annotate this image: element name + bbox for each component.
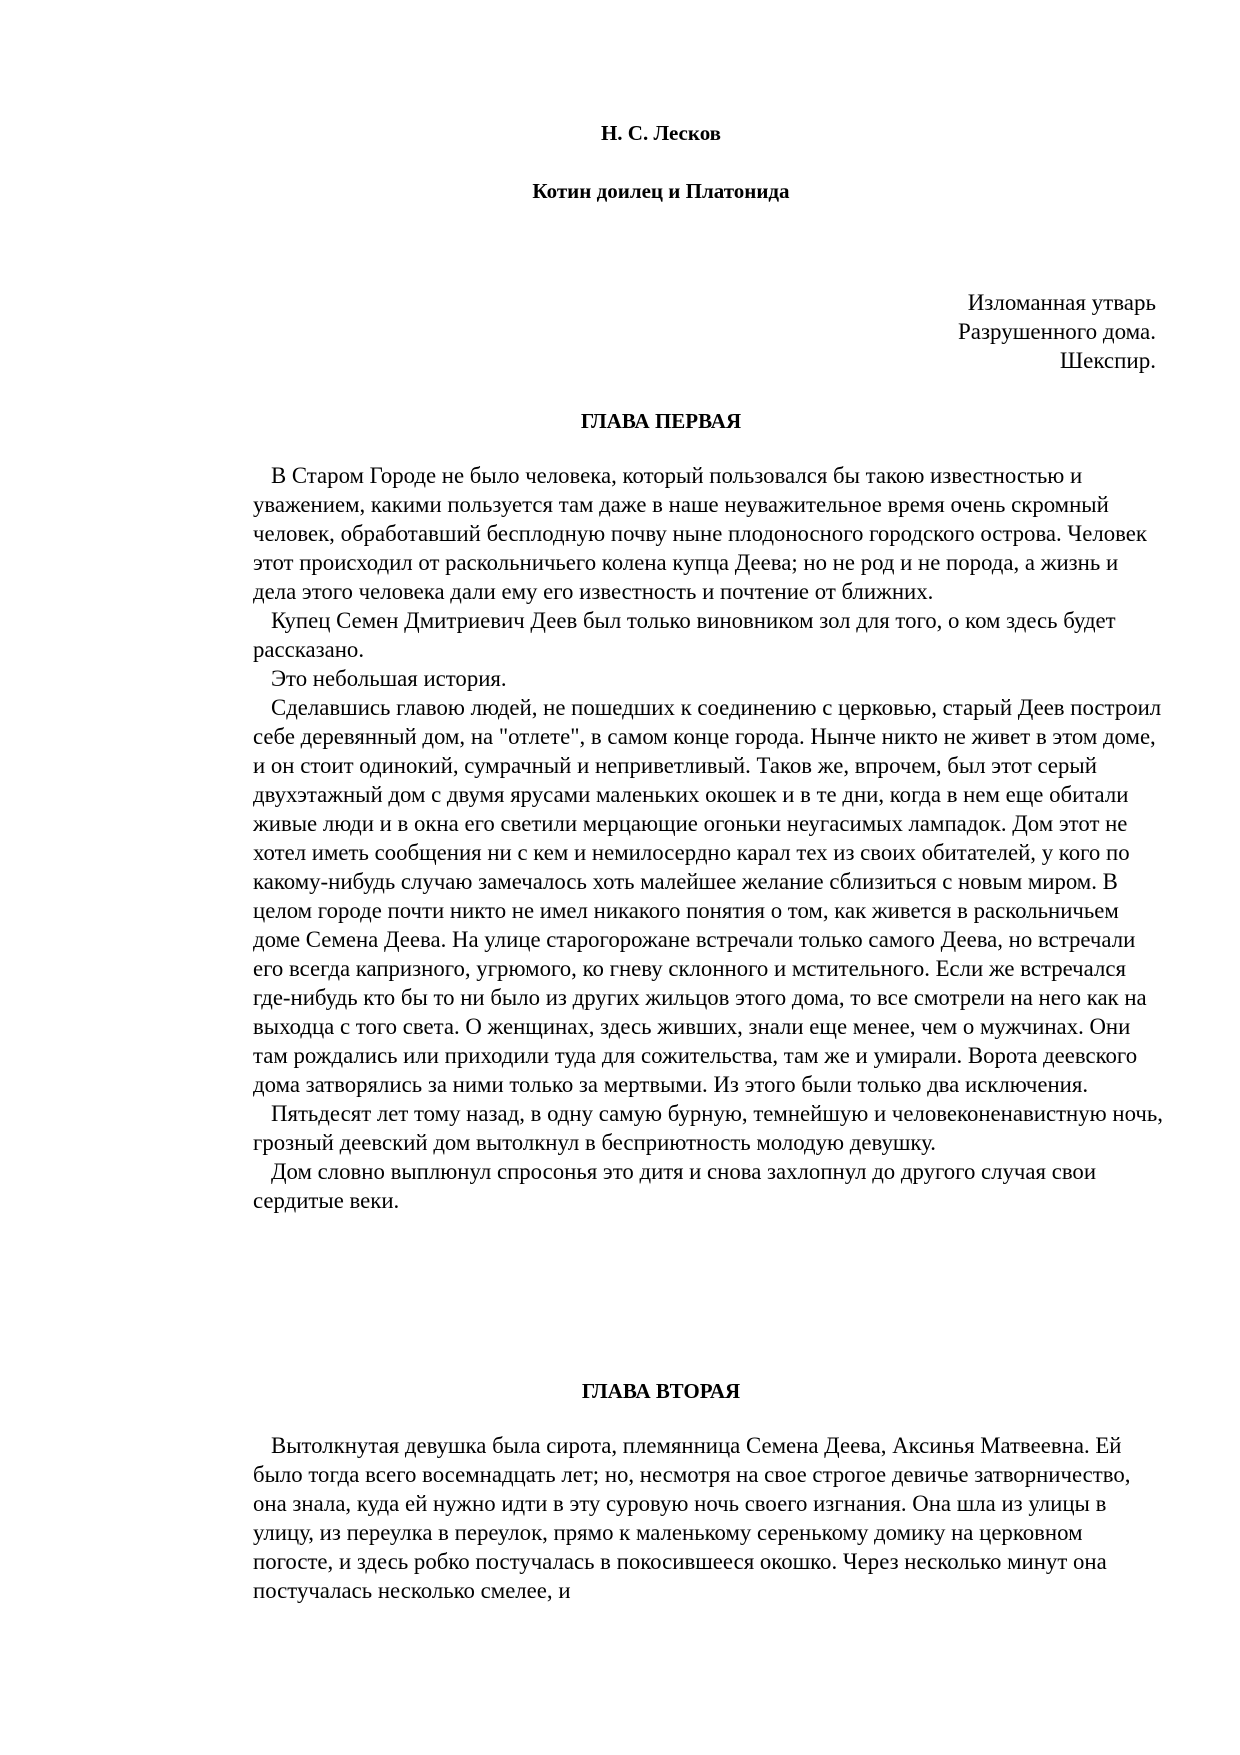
paragraph: В Старом Городе не было человека, который пользовался бы такою известностью и уважением, какими пользуется там даже в наше неуважительное время очень скромный человек, обработавший бесплодную почву ныне плодоносного городского острова. Человек этот происходил от раскольничьего колена купца Деева; но не род и не порода, а жизнь и дела этого человека дали ему его известность и почтение от ближних.: [253, 463, 1147, 604]
epigraph-line: Изломанная утварь: [967, 290, 1156, 315]
chapter-body: [253, 461, 1165, 1215]
chapter-heading: ГЛАВА ПЕРВАЯ: [580, 409, 742, 433]
paragraph: Вытолкнутая девушка была сирота, племянница Семена Деева, Аксинья Матвеевна. Ей было тогда всего восемнадцать лет; но, несмотря на свое строгое девичье затворничество, она знала, куда ей нужно идти в эту суровую ночь своего изгнания. Она шла из улицы в улицу, из переулка в переулок, прямо к маленькому серенькому домику на церковном погосте, и здесь робко постучалась в покосившееся окошко. Через несколько минут она постучалась несколько смелее, и: [253, 1433, 1131, 1603]
work-title: Котин доилец и Платонида: [532, 179, 790, 203]
epigraph: [800, 288, 1156, 375]
paragraph: Купец Семен Дмитриевич Деев был только виновником зол для того, о ком здесь будет рассказано.: [253, 608, 1116, 662]
chapter-body: [253, 1431, 1165, 1605]
paragraph: Это небольшая история.: [271, 666, 507, 691]
epigraph-line: Разрушенного дома.: [957, 319, 1156, 344]
author-name: Н. С. Лесков: [600, 121, 722, 145]
chapter-heading: ГЛАВА ВТОРАЯ: [581, 1379, 741, 1403]
paragraph: Сделавшись главою людей, не пошедших к соединению с церковью, старый Деев построил себе деревянный дом, на "отлете", в самом конце города. Нынче никто не живет в этом доме, и он стоит одинокий, сумрачный и неприветливый. Таков же, впрочем, был этот серый двухэтажный дом с двумя ярусами маленьких окошек и в те дни, когда в нем еще обитали живые люди и в окна его светили мерцающие огоньки неугасимых лампадок. Дом этот не хотел иметь сообщения ни с кем и немилосердно карал тех из своих обитателей, у кого по какому-нибудь случаю замечалось хоть малейшее желание сблизиться с новым миром. В целом городе почти никто не имел никакого понятия о том, как живется в раскольничьем доме Семена Деева. На улице старогорожане встречали только самого Деева, но встречали его всегда капризного, угрюмого, ко гневу склонного и мстительного. Если же встречался где-нибудь кто бы то ни было из других жильцов этого дома, то все смотрели на него как на выходца с того света. О женщинах, здесь живших, знали еще менее, чем о мужчинах. Они там рождались или приходили туда для сожительства, там же и умирали. Ворота деевского дома затворялись за ними только за мертвыми. Из этого были только два исключения.: [253, 695, 1162, 1097]
epigraph-line: Шекспир.: [1059, 348, 1156, 373]
paragraph: Дом словно выплюнул спросонья это дитя и снова захлопнул до другого случая свои сердитые веки.: [253, 1159, 1097, 1213]
paragraph: Пятьдесят лет тому назад, в одну самую бурную, темнейшую и человеконенавистную ночь, грозный деевский дом вытолкнул в бесприютность молодую девушку.: [253, 1101, 1163, 1155]
